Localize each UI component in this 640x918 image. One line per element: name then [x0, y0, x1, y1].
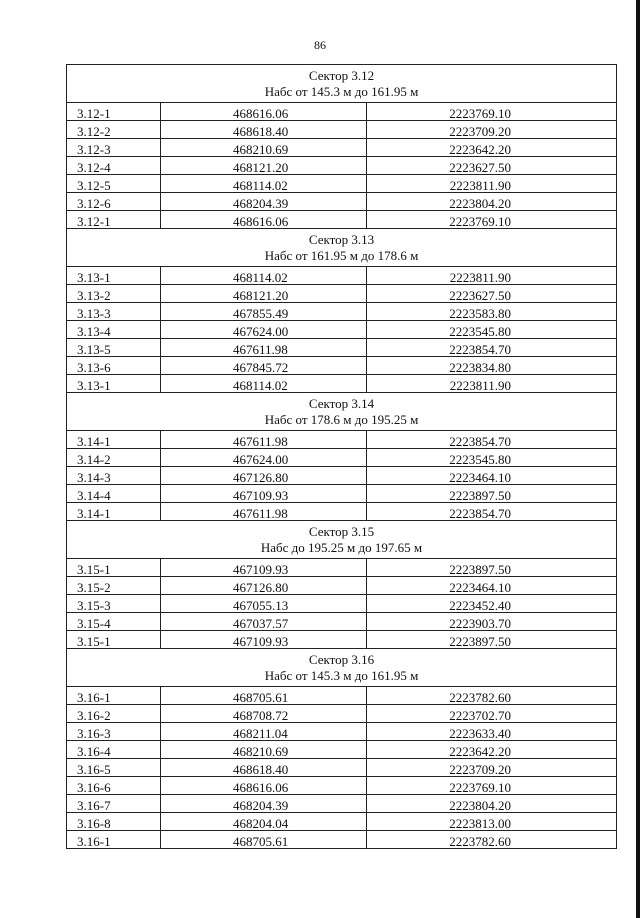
coordinate-x-cell: 2223642.20: [367, 139, 617, 157]
table-row: [67, 103, 617, 121]
table-row: [67, 503, 617, 521]
coordinate-y-cell: 468618.40: [161, 121, 367, 139]
table-row: [67, 831, 617, 849]
coordinate-y-cell: 467624.00: [161, 321, 367, 339]
coordinate-y-cell: 467611.98: [161, 503, 367, 521]
point-id-cell: 3.12-1: [67, 211, 161, 229]
table-row: [67, 267, 617, 285]
coordinate-x-cell: 2223782.60: [367, 687, 617, 705]
point-id-cell: 3.14-1: [67, 431, 161, 449]
table-row: [67, 687, 617, 705]
point-id-cell: 3.14-4: [67, 485, 161, 503]
coordinate-x-cell: 2223897.50: [367, 631, 617, 649]
sector-header-cell: [67, 65, 617, 103]
table-row: [67, 339, 617, 357]
point-id-cell: 3.16-5: [67, 759, 161, 777]
coordinate-x-cell: 2223903.70: [367, 613, 617, 631]
point-id-cell: 3.13-6: [67, 357, 161, 375]
coordinate-y-cell: 467855.49: [161, 303, 367, 321]
sector-elevation-range: Набс от 145.3 м до 161.95 м: [264, 668, 419, 683]
point-id-cell: 3.16-2: [67, 705, 161, 723]
sector-title: Сектор 3.13: [308, 232, 375, 247]
coordinate-y-cell: 467109.93: [161, 631, 367, 649]
table-row: [67, 559, 617, 577]
sector-title: Сектор 3.14: [308, 396, 375, 411]
sector-elevation-range: Набс от 145.3 м до 161.95 м: [264, 84, 419, 99]
sector-elevation-range: Набс от 178.6 м до 195.25 м: [264, 412, 419, 427]
coordinate-x-cell: 2223627.50: [367, 285, 617, 303]
point-id-cell: 3.13-4: [67, 321, 161, 339]
point-id-cell: 3.16-1: [67, 831, 161, 849]
table-row: [67, 777, 617, 795]
point-id-cell: 3.12-6: [67, 193, 161, 211]
coordinate-y-cell: 468211.04: [161, 723, 367, 741]
table-row: [67, 485, 617, 503]
coordinate-x-cell: 2223769.10: [367, 103, 617, 121]
point-id-cell: 3.16-4: [67, 741, 161, 759]
coordinate-x-cell: 2223854.70: [367, 339, 617, 357]
coordinate-y-cell: 468114.02: [161, 375, 367, 393]
coordinate-x-cell: 2223897.50: [367, 485, 617, 503]
page-number: 86: [314, 38, 326, 52]
coordinate-y-cell: 468204.04: [161, 813, 367, 831]
coordinate-y-cell: 467055.13: [161, 595, 367, 613]
point-id-cell: 3.15-1: [67, 631, 161, 649]
table-row: [67, 357, 617, 375]
coordinate-x-cell: 2223811.90: [367, 267, 617, 285]
coordinate-x-cell: 2223804.20: [367, 193, 617, 211]
point-id-cell: 3.16-8: [67, 813, 161, 831]
coordinate-x-cell: 2223709.20: [367, 759, 617, 777]
point-id-cell: 3.16-3: [67, 723, 161, 741]
coordinate-y-cell: 467126.80: [161, 577, 367, 595]
point-id-cell: 3.16-1: [67, 687, 161, 705]
coordinate-y-cell: 468210.69: [161, 139, 367, 157]
coordinate-y-cell: 468705.61: [161, 687, 367, 705]
coordinate-x-cell: 2223804.20: [367, 795, 617, 813]
coordinate-x-cell: 2223545.80: [367, 321, 617, 339]
coordinate-x-cell: 2223813.00: [367, 813, 617, 831]
point-id-cell: 3.16-7: [67, 795, 161, 813]
point-id-cell: 3.13-3: [67, 303, 161, 321]
point-id-cell: 3.15-1: [67, 559, 161, 577]
coordinate-x-cell: 2223583.80: [367, 303, 617, 321]
coordinates-table: [66, 64, 617, 849]
coordinate-y-cell: 467126.80: [161, 467, 367, 485]
coordinate-x-cell: 2223545.80: [367, 449, 617, 467]
sector-header-cell: [67, 229, 617, 267]
coordinate-x-cell: 2223452.40: [367, 595, 617, 613]
coordinate-y-cell: 468204.39: [161, 193, 367, 211]
point-id-cell: 3.14-1: [67, 503, 161, 521]
sector-header-row: [67, 393, 617, 431]
coordinate-y-cell: 468114.02: [161, 267, 367, 285]
coordinate-x-cell: 2223709.20: [367, 121, 617, 139]
coordinate-x-cell: 2223633.40: [367, 723, 617, 741]
table-row: [67, 705, 617, 723]
coordinate-x-cell: 2223769.10: [367, 211, 617, 229]
sector-title: Сектор 3.15: [308, 524, 375, 539]
coordinate-x-cell: 2223811.90: [367, 175, 617, 193]
coordinate-y-cell: 467037.57: [161, 613, 367, 631]
point-id-cell: 3.15-3: [67, 595, 161, 613]
coordinate-y-cell: 468121.20: [161, 285, 367, 303]
table-row: [67, 285, 617, 303]
coordinate-x-cell: 2223854.70: [367, 431, 617, 449]
coordinate-x-cell: 2223464.10: [367, 577, 617, 595]
point-id-cell: 3.14-3: [67, 467, 161, 485]
table-row: [67, 741, 617, 759]
coordinate-y-cell: 468114.02: [161, 175, 367, 193]
point-id-cell: 3.13-1: [67, 375, 161, 393]
table-row: [67, 759, 617, 777]
coordinate-y-cell: 468708.72: [161, 705, 367, 723]
point-id-cell: 3.12-1: [67, 103, 161, 121]
coordinate-y-cell: 468210.69: [161, 741, 367, 759]
coordinate-y-cell: 468618.40: [161, 759, 367, 777]
table-row: [67, 723, 617, 741]
point-id-cell: 3.15-2: [67, 577, 161, 595]
sector-header-cell: [67, 393, 617, 431]
sector-header-row: [67, 65, 617, 103]
point-id-cell: 3.12-3: [67, 139, 161, 157]
coordinate-x-cell: 2223811.90: [367, 375, 617, 393]
coordinate-y-cell: 467611.98: [161, 431, 367, 449]
coordinate-x-cell: 2223834.80: [367, 357, 617, 375]
point-id-cell: 3.15-4: [67, 613, 161, 631]
coordinate-x-cell: 2223769.10: [367, 777, 617, 795]
point-id-cell: 3.12-2: [67, 121, 161, 139]
table-row: [67, 449, 617, 467]
table-row: [67, 157, 617, 175]
table-row: [67, 121, 617, 139]
coordinate-y-cell: 468204.39: [161, 795, 367, 813]
point-id-cell: 3.12-4: [67, 157, 161, 175]
point-id-cell: 3.14-2: [67, 449, 161, 467]
table-row: [67, 467, 617, 485]
table-row: [67, 211, 617, 229]
coordinate-y-cell: 467109.93: [161, 559, 367, 577]
table-row: [67, 321, 617, 339]
table-row: [67, 175, 617, 193]
coordinate-x-cell: 2223627.50: [367, 157, 617, 175]
table-row: [67, 813, 617, 831]
sector-header-row: [67, 521, 617, 559]
coordinate-x-cell: 2223782.60: [367, 831, 617, 849]
coordinate-y-cell: 468616.06: [161, 103, 367, 121]
coordinate-x-cell: 2223897.50: [367, 559, 617, 577]
table-row: [67, 193, 617, 211]
coordinate-x-cell: 2223854.70: [367, 503, 617, 521]
coordinate-x-cell: 2223702.70: [367, 705, 617, 723]
coordinate-x-cell: 2223464.10: [367, 467, 617, 485]
table-row: [67, 139, 617, 157]
coordinate-y-cell: 468616.06: [161, 211, 367, 229]
coordinate-y-cell: 468705.61: [161, 831, 367, 849]
coordinate-y-cell: 467624.00: [161, 449, 367, 467]
sector-elevation-range: Набс от 161.95 м до 178.6 м: [264, 248, 419, 263]
sector-header-row: [67, 649, 617, 687]
sector-header-cell: [67, 649, 617, 687]
point-id-cell: 3.16-6: [67, 777, 161, 795]
coordinate-y-cell: 468121.20: [161, 157, 367, 175]
sector-elevation-range: Набс до 195.25 м до 197.65 м: [260, 540, 423, 555]
sector-header-row: [67, 229, 617, 267]
coordinate-y-cell: 467109.93: [161, 485, 367, 503]
table-row: [67, 431, 617, 449]
point-id-cell: 3.13-1: [67, 267, 161, 285]
point-id-cell: 3.13-5: [67, 339, 161, 357]
sector-header-cell: [67, 521, 617, 559]
scan-edge: [636, 0, 640, 918]
table-row: [67, 375, 617, 393]
sector-title: Сектор 3.16: [308, 652, 375, 667]
point-id-cell: 3.13-2: [67, 285, 161, 303]
sector-title: Сектор 3.12: [308, 68, 375, 83]
coordinate-y-cell: 467845.72: [161, 357, 367, 375]
table-row: [67, 613, 617, 631]
table-row: [67, 631, 617, 649]
table-row: [67, 595, 617, 613]
coordinate-y-cell: 467611.98: [161, 339, 367, 357]
coordinate-y-cell: 468616.06: [161, 777, 367, 795]
point-id-cell: 3.12-5: [67, 175, 161, 193]
coordinate-x-cell: 2223642.20: [367, 741, 617, 759]
table-row: [67, 795, 617, 813]
table-row: [67, 577, 617, 595]
table-row: [67, 303, 617, 321]
coordinates-table-body: [67, 65, 617, 849]
